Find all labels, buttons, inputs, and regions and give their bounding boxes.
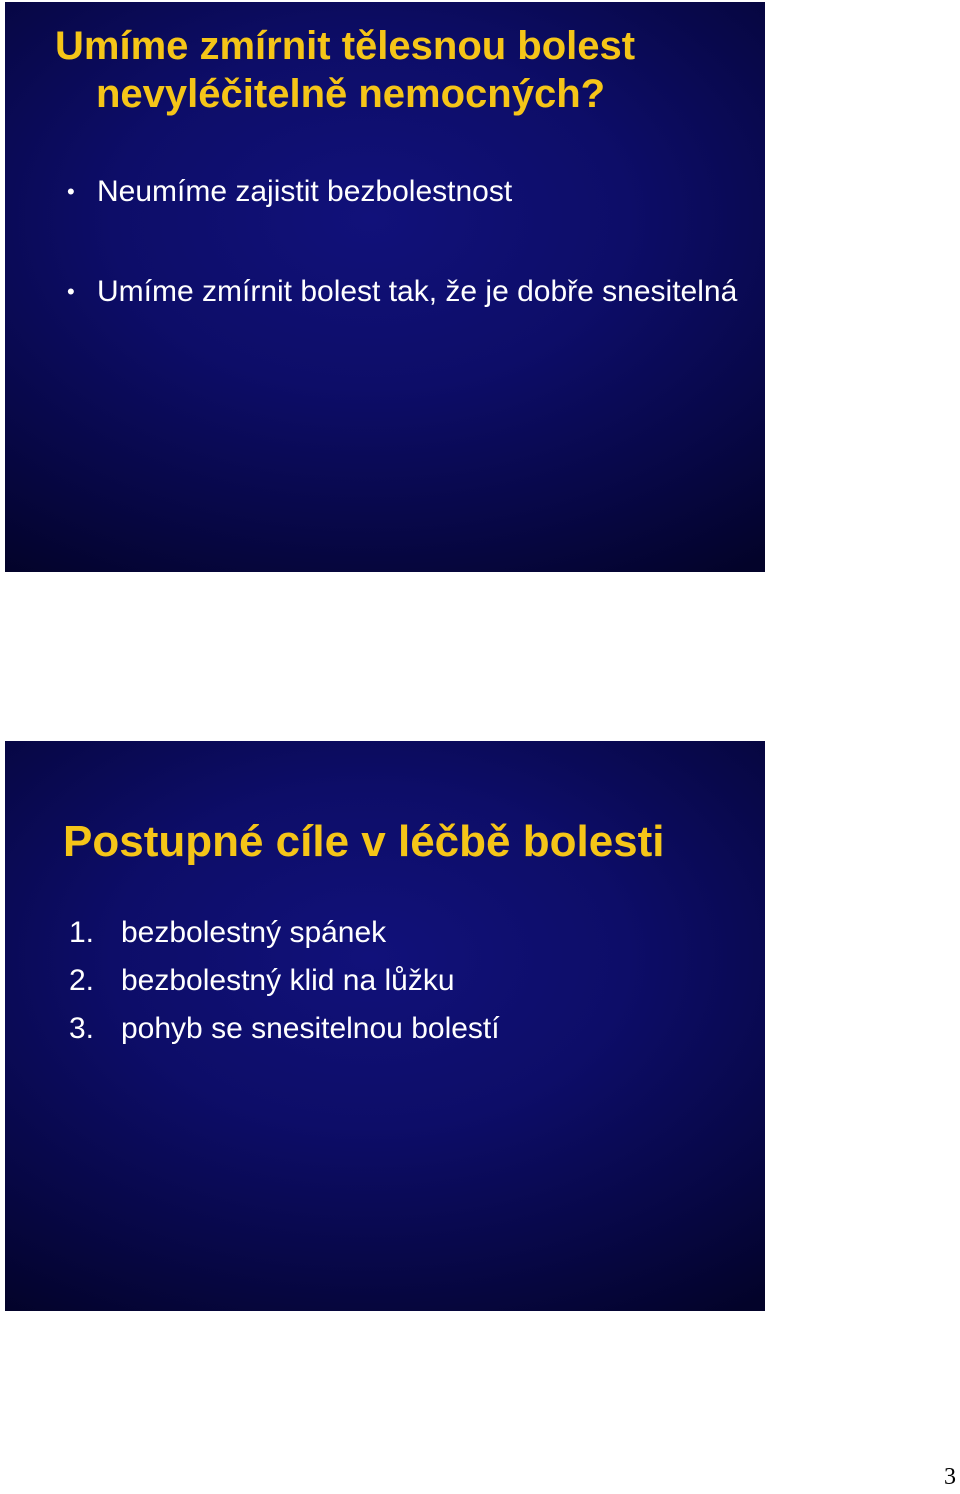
slide-1-bullet-list <box>67 172 747 312</box>
goal-item <box>69 1005 500 1053</box>
goal-text: pohyb se snesitelnou bolestí <box>121 1012 500 1045</box>
goal-number: 2. <box>69 964 95 997</box>
slide-2 <box>5 741 765 1311</box>
slide-1-title <box>55 22 635 118</box>
bullet-text: Umíme zmírnit bolest tak, že je dobře snesitelná <box>97 275 738 308</box>
slide-2-title: Postupné cíle v léčbě bolesti <box>63 817 665 866</box>
slide-2-goal-list <box>69 909 500 1053</box>
slide-1-title-line-2: nevyléčitelně nemocných? <box>96 72 606 116</box>
goal-number: 3. <box>69 1012 95 1045</box>
bullet-text: Neumíme zajistit bezbolestnost <box>97 175 513 208</box>
goal-text: bezbolestný spánek <box>121 916 387 949</box>
goal-item <box>69 909 500 957</box>
slide-1 <box>5 2 765 572</box>
bullet-icon: • <box>67 279 75 304</box>
page-number: 3 <box>944 1464 956 1490</box>
goal-text: bezbolestný klid na lůžku <box>121 964 455 997</box>
goal-item <box>69 957 500 1005</box>
bullet-item <box>67 172 747 212</box>
slide-1-title-line-1: Umíme zmírnit tělesnou bolest <box>55 24 636 68</box>
bullet-icon: • <box>67 179 75 204</box>
bullet-item <box>67 272 747 312</box>
goal-number: 1. <box>69 916 95 949</box>
